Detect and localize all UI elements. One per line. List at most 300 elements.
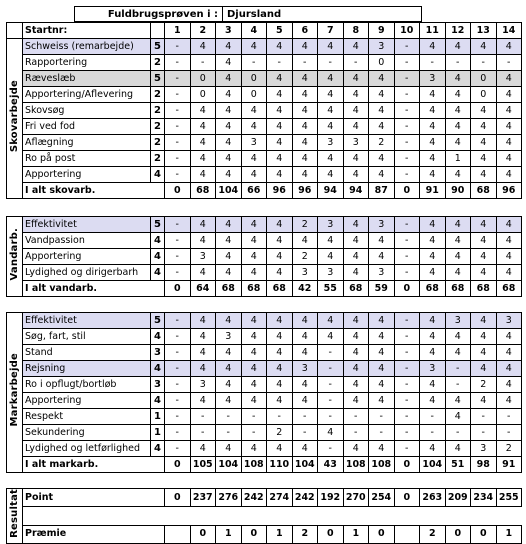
- score-cell[interactable]: -: [394, 329, 420, 345]
- score-cell[interactable]: 4: [216, 103, 242, 119]
- score-cell[interactable]: -: [394, 409, 420, 425]
- score-cell[interactable]: 4: [445, 393, 471, 409]
- score-cell[interactable]: -: [318, 441, 344, 457]
- score-cell[interactable]: 4: [343, 265, 369, 281]
- score-cell[interactable]: -: [394, 313, 420, 329]
- score-cell[interactable]: 4: [216, 39, 242, 55]
- score-cell[interactable]: 3: [369, 265, 395, 281]
- score-cell[interactable]: 3: [471, 441, 497, 457]
- score-cell[interactable]: 4: [267, 265, 293, 281]
- score-cell[interactable]: 4: [445, 71, 471, 87]
- score-cell[interactable]: 4: [267, 345, 293, 361]
- score-cell[interactable]: -: [190, 425, 216, 441]
- score-cell[interactable]: 4: [343, 217, 369, 233]
- score-cell[interactable]: 3: [318, 135, 344, 151]
- score-cell[interactable]: -: [394, 119, 420, 135]
- score-cell[interactable]: -: [471, 425, 497, 441]
- location-cell[interactable]: Djursland: [222, 6, 422, 22]
- praemie-cell[interactable]: 0: [445, 525, 471, 543]
- score-cell[interactable]: 4: [343, 103, 369, 119]
- praemie-cell[interactable]: 0: [241, 525, 267, 543]
- score-cell[interactable]: 4: [292, 87, 318, 103]
- score-cell[interactable]: 4: [318, 425, 344, 441]
- score-cell[interactable]: -: [445, 361, 471, 377]
- score-cell[interactable]: 4: [471, 329, 497, 345]
- score-cell[interactable]: -: [394, 345, 420, 361]
- score-cell[interactable]: 4: [190, 361, 216, 377]
- score-cell[interactable]: 4: [216, 345, 242, 361]
- score-cell[interactable]: 4: [318, 313, 344, 329]
- score-cell[interactable]: 4: [343, 151, 369, 167]
- score-cell[interactable]: 4: [292, 441, 318, 457]
- score-cell[interactable]: 4: [267, 393, 293, 409]
- score-cell[interactable]: 4: [190, 135, 216, 151]
- praemie-cell[interactable]: 0: [369, 525, 395, 543]
- score-cell[interactable]: 4: [190, 393, 216, 409]
- score-cell[interactable]: -: [165, 103, 191, 119]
- score-cell[interactable]: 4: [190, 233, 216, 249]
- score-cell[interactable]: 0: [471, 71, 497, 87]
- score-cell[interactable]: 4: [267, 103, 293, 119]
- score-cell[interactable]: -: [165, 393, 191, 409]
- score-cell[interactable]: 3: [318, 265, 344, 281]
- score-cell[interactable]: 4: [241, 39, 267, 55]
- praemie-cell[interactable]: 1: [343, 525, 369, 543]
- score-cell[interactable]: 4: [318, 39, 344, 55]
- score-cell[interactable]: -: [190, 55, 216, 71]
- score-cell[interactable]: -: [216, 425, 242, 441]
- score-cell[interactable]: 4: [241, 233, 267, 249]
- score-cell[interactable]: 2: [369, 135, 395, 151]
- score-cell[interactable]: 4: [216, 233, 242, 249]
- score-cell[interactable]: 4: [343, 71, 369, 87]
- score-cell[interactable]: 4: [241, 217, 267, 233]
- score-cell[interactable]: 4: [369, 71, 395, 87]
- score-cell[interactable]: 4: [471, 39, 497, 55]
- score-cell[interactable]: 4: [343, 87, 369, 103]
- score-cell[interactable]: 4: [292, 329, 318, 345]
- score-cell[interactable]: -: [394, 425, 420, 441]
- score-cell[interactable]: 4: [292, 151, 318, 167]
- score-cell[interactable]: -: [165, 425, 191, 441]
- score-cell[interactable]: 4: [471, 135, 497, 151]
- score-cell[interactable]: -: [394, 441, 420, 457]
- score-cell[interactable]: -: [165, 265, 191, 281]
- score-cell[interactable]: -: [241, 55, 267, 71]
- score-cell[interactable]: -: [394, 87, 420, 103]
- score-cell[interactable]: 4: [216, 135, 242, 151]
- score-cell[interactable]: 3: [445, 313, 471, 329]
- praemie-cell[interactable]: 2: [420, 525, 446, 543]
- score-cell[interactable]: 4: [420, 217, 446, 233]
- score-cell[interactable]: 2: [292, 217, 318, 233]
- score-cell[interactable]: 4: [241, 345, 267, 361]
- score-cell[interactable]: 4: [369, 361, 395, 377]
- score-cell[interactable]: -: [394, 151, 420, 167]
- score-cell[interactable]: 4: [445, 167, 471, 183]
- score-cell[interactable]: 4: [420, 39, 446, 55]
- score-cell[interactable]: 4: [369, 151, 395, 167]
- score-cell[interactable]: 4: [445, 217, 471, 233]
- score-cell[interactable]: 0: [241, 71, 267, 87]
- score-cell[interactable]: 4: [318, 167, 344, 183]
- score-cell[interactable]: -: [267, 55, 293, 71]
- score-cell[interactable]: -: [165, 217, 191, 233]
- score-cell[interactable]: 3: [420, 71, 446, 87]
- score-cell[interactable]: 4: [445, 103, 471, 119]
- score-cell[interactable]: 4: [190, 329, 216, 345]
- score-cell[interactable]: 4: [420, 233, 446, 249]
- score-cell[interactable]: 4: [216, 441, 242, 457]
- score-cell[interactable]: 3: [292, 361, 318, 377]
- score-cell[interactable]: 4: [496, 167, 522, 183]
- score-cell[interactable]: -: [165, 71, 191, 87]
- score-cell[interactable]: -: [241, 425, 267, 441]
- score-cell[interactable]: -: [165, 313, 191, 329]
- score-cell[interactable]: 3: [216, 329, 242, 345]
- score-cell[interactable]: 4: [369, 377, 395, 393]
- score-cell[interactable]: 4: [216, 393, 242, 409]
- score-cell[interactable]: 4: [318, 151, 344, 167]
- score-cell[interactable]: -: [165, 87, 191, 103]
- score-cell[interactable]: -: [343, 409, 369, 425]
- score-cell[interactable]: -: [394, 361, 420, 377]
- score-cell[interactable]: 3: [369, 39, 395, 55]
- score-cell[interactable]: 4: [369, 87, 395, 103]
- score-cell[interactable]: 4: [496, 249, 522, 265]
- score-cell[interactable]: 4: [369, 393, 395, 409]
- score-cell[interactable]: 4: [369, 329, 395, 345]
- score-cell[interactable]: 4: [292, 39, 318, 55]
- score-cell[interactable]: 4: [420, 377, 446, 393]
- score-cell[interactable]: 0: [471, 87, 497, 103]
- score-cell[interactable]: -: [394, 39, 420, 55]
- score-cell[interactable]: -: [165, 119, 191, 135]
- score-cell[interactable]: 4: [445, 135, 471, 151]
- score-cell[interactable]: 4: [241, 329, 267, 345]
- score-cell[interactable]: -: [165, 377, 191, 393]
- score-cell[interactable]: 4: [496, 393, 522, 409]
- score-cell[interactable]: -: [496, 409, 522, 425]
- score-cell[interactable]: -: [165, 167, 191, 183]
- score-cell[interactable]: 4: [471, 119, 497, 135]
- score-cell[interactable]: 4: [267, 87, 293, 103]
- score-cell[interactable]: 4: [292, 377, 318, 393]
- score-cell[interactable]: 4: [241, 441, 267, 457]
- score-cell[interactable]: 4: [471, 249, 497, 265]
- score-cell[interactable]: -: [165, 249, 191, 265]
- score-cell[interactable]: 4: [292, 119, 318, 135]
- score-cell[interactable]: 4: [267, 361, 293, 377]
- score-cell[interactable]: 4: [241, 361, 267, 377]
- score-cell[interactable]: 4: [471, 265, 497, 281]
- score-cell[interactable]: 4: [216, 361, 242, 377]
- score-cell[interactable]: 3: [318, 217, 344, 233]
- score-cell[interactable]: 4: [267, 313, 293, 329]
- score-cell[interactable]: 4: [190, 39, 216, 55]
- score-cell[interactable]: 4: [420, 135, 446, 151]
- score-cell[interactable]: 4: [241, 313, 267, 329]
- score-cell[interactable]: -: [394, 265, 420, 281]
- score-cell[interactable]: 4: [343, 441, 369, 457]
- score-cell[interactable]: 4: [216, 313, 242, 329]
- score-cell[interactable]: 2: [496, 441, 522, 457]
- score-cell[interactable]: -: [394, 393, 420, 409]
- score-cell[interactable]: -: [318, 361, 344, 377]
- praemie-cell[interactable]: 1: [267, 525, 293, 543]
- score-cell[interactable]: -: [394, 377, 420, 393]
- score-cell[interactable]: 4: [420, 249, 446, 265]
- score-cell[interactable]: -: [394, 103, 420, 119]
- score-cell[interactable]: 4: [241, 167, 267, 183]
- score-cell[interactable]: 3: [292, 265, 318, 281]
- praemie-cell[interactable]: 1: [216, 525, 242, 543]
- score-cell[interactable]: 4: [471, 361, 497, 377]
- score-cell[interactable]: 2: [292, 249, 318, 265]
- score-cell[interactable]: 4: [216, 151, 242, 167]
- score-cell[interactable]: -: [318, 377, 344, 393]
- praemie-cell[interactable]: [165, 525, 191, 543]
- score-cell[interactable]: -: [471, 409, 497, 425]
- score-cell[interactable]: -: [318, 409, 344, 425]
- score-cell[interactable]: -: [292, 55, 318, 71]
- score-cell[interactable]: 3: [369, 217, 395, 233]
- score-cell[interactable]: 4: [343, 233, 369, 249]
- score-cell[interactable]: 4: [445, 441, 471, 457]
- score-cell[interactable]: 4: [267, 167, 293, 183]
- score-cell[interactable]: 4: [267, 249, 293, 265]
- score-cell[interactable]: 4: [420, 313, 446, 329]
- score-cell[interactable]: 4: [267, 217, 293, 233]
- score-cell[interactable]: 4: [420, 167, 446, 183]
- score-cell[interactable]: 4: [318, 71, 344, 87]
- score-cell[interactable]: 4: [216, 217, 242, 233]
- score-cell[interactable]: -: [394, 217, 420, 233]
- score-cell[interactable]: 0: [369, 55, 395, 71]
- score-cell[interactable]: -: [343, 425, 369, 441]
- score-cell[interactable]: 4: [445, 119, 471, 135]
- score-cell[interactable]: 4: [241, 393, 267, 409]
- score-cell[interactable]: -: [420, 425, 446, 441]
- score-cell[interactable]: 4: [267, 135, 293, 151]
- score-cell[interactable]: 4: [190, 313, 216, 329]
- score-cell[interactable]: 4: [190, 119, 216, 135]
- score-cell[interactable]: 4: [292, 167, 318, 183]
- score-cell[interactable]: 2: [267, 425, 293, 441]
- score-cell[interactable]: 4: [190, 151, 216, 167]
- score-cell[interactable]: 4: [496, 71, 522, 87]
- score-cell[interactable]: 4: [267, 39, 293, 55]
- score-cell[interactable]: 4: [343, 167, 369, 183]
- score-cell[interactable]: 4: [496, 103, 522, 119]
- score-cell[interactable]: 4: [343, 313, 369, 329]
- score-cell[interactable]: 4: [471, 345, 497, 361]
- score-cell[interactable]: 0: [190, 71, 216, 87]
- score-cell[interactable]: -: [445, 55, 471, 71]
- score-cell[interactable]: 4: [496, 345, 522, 361]
- score-cell[interactable]: 4: [445, 233, 471, 249]
- score-cell[interactable]: 4: [496, 361, 522, 377]
- score-cell[interactable]: 4: [496, 377, 522, 393]
- praemie-cell[interactable]: [394, 525, 420, 543]
- score-cell[interactable]: 4: [496, 39, 522, 55]
- score-cell[interactable]: 4: [216, 55, 242, 71]
- score-cell[interactable]: 4: [190, 103, 216, 119]
- score-cell[interactable]: 4: [190, 345, 216, 361]
- score-cell[interactable]: 3: [190, 249, 216, 265]
- score-cell[interactable]: 4: [241, 103, 267, 119]
- score-cell[interactable]: 4: [369, 249, 395, 265]
- score-cell[interactable]: 2: [471, 377, 497, 393]
- score-cell[interactable]: 4: [420, 87, 446, 103]
- score-cell[interactable]: -: [165, 441, 191, 457]
- score-cell[interactable]: 4: [471, 103, 497, 119]
- score-cell[interactable]: 3: [241, 135, 267, 151]
- score-cell[interactable]: -: [165, 55, 191, 71]
- score-cell[interactable]: 4: [369, 441, 395, 457]
- score-cell[interactable]: 4: [318, 329, 344, 345]
- score-cell[interactable]: 4: [496, 87, 522, 103]
- score-cell[interactable]: 4: [369, 345, 395, 361]
- score-cell[interactable]: 4: [241, 265, 267, 281]
- score-cell[interactable]: 4: [445, 87, 471, 103]
- score-cell[interactable]: 4: [241, 249, 267, 265]
- score-cell[interactable]: -: [394, 55, 420, 71]
- score-cell[interactable]: 4: [267, 119, 293, 135]
- score-cell[interactable]: 4: [267, 441, 293, 457]
- score-cell[interactable]: 4: [369, 313, 395, 329]
- score-cell[interactable]: 4: [216, 119, 242, 135]
- score-cell[interactable]: 4: [496, 119, 522, 135]
- score-cell[interactable]: -: [241, 409, 267, 425]
- score-cell[interactable]: 4: [445, 329, 471, 345]
- score-cell[interactable]: 4: [216, 167, 242, 183]
- score-cell[interactable]: 0: [190, 87, 216, 103]
- praemie-cell[interactable]: 0: [190, 525, 216, 543]
- score-cell[interactable]: 4: [267, 329, 293, 345]
- score-cell[interactable]: 4: [420, 151, 446, 167]
- score-cell[interactable]: 4: [496, 151, 522, 167]
- score-cell[interactable]: -: [216, 409, 242, 425]
- score-cell[interactable]: 4: [369, 167, 395, 183]
- score-cell[interactable]: -: [165, 409, 191, 425]
- praemie-cell[interactable]: 2: [292, 525, 318, 543]
- score-cell[interactable]: 4: [471, 151, 497, 167]
- score-cell[interactable]: -: [394, 71, 420, 87]
- score-cell[interactable]: -: [165, 361, 191, 377]
- score-cell[interactable]: 4: [292, 393, 318, 409]
- score-cell[interactable]: -: [165, 329, 191, 345]
- score-cell[interactable]: -: [420, 409, 446, 425]
- score-cell[interactable]: -: [394, 167, 420, 183]
- score-cell[interactable]: 4: [471, 393, 497, 409]
- score-cell[interactable]: 4: [445, 409, 471, 425]
- score-cell[interactable]: -: [165, 233, 191, 249]
- score-cell[interactable]: 1: [445, 151, 471, 167]
- praemie-cell[interactable]: 0: [318, 525, 344, 543]
- score-cell[interactable]: 4: [496, 233, 522, 249]
- score-cell[interactable]: -: [292, 425, 318, 441]
- score-cell[interactable]: 4: [318, 119, 344, 135]
- score-cell[interactable]: -: [343, 55, 369, 71]
- score-cell[interactable]: 4: [190, 265, 216, 281]
- score-cell[interactable]: 4: [471, 167, 497, 183]
- score-cell[interactable]: 4: [267, 377, 293, 393]
- score-cell[interactable]: 0: [241, 87, 267, 103]
- praemie-cell[interactable]: 1: [496, 525, 522, 543]
- score-cell[interactable]: 3: [190, 377, 216, 393]
- score-cell[interactable]: 4: [216, 87, 242, 103]
- score-cell[interactable]: -: [165, 135, 191, 151]
- score-cell[interactable]: -: [496, 425, 522, 441]
- score-cell[interactable]: 4: [420, 393, 446, 409]
- score-cell[interactable]: -: [445, 425, 471, 441]
- score-cell[interactable]: -: [394, 135, 420, 151]
- score-cell[interactable]: 4: [369, 233, 395, 249]
- score-cell[interactable]: -: [165, 39, 191, 55]
- score-cell[interactable]: 4: [369, 119, 395, 135]
- score-cell[interactable]: 4: [190, 217, 216, 233]
- score-cell[interactable]: -: [394, 233, 420, 249]
- score-cell[interactable]: -: [292, 409, 318, 425]
- score-cell[interactable]: 4: [292, 71, 318, 87]
- score-cell[interactable]: 4: [216, 71, 242, 87]
- score-cell[interactable]: 4: [496, 135, 522, 151]
- score-cell[interactable]: 4: [496, 217, 522, 233]
- score-cell[interactable]: 3: [420, 361, 446, 377]
- score-cell[interactable]: 3: [496, 313, 522, 329]
- score-cell[interactable]: 4: [445, 345, 471, 361]
- score-cell[interactable]: 4: [496, 265, 522, 281]
- score-cell[interactable]: 4: [318, 233, 344, 249]
- score-cell[interactable]: 4: [420, 345, 446, 361]
- score-cell[interactable]: 4: [420, 119, 446, 135]
- score-cell[interactable]: 4: [190, 167, 216, 183]
- score-cell[interactable]: 4: [292, 103, 318, 119]
- score-cell[interactable]: 4: [343, 249, 369, 265]
- score-cell[interactable]: 4: [420, 103, 446, 119]
- score-cell[interactable]: 4: [343, 361, 369, 377]
- score-cell[interactable]: 4: [445, 265, 471, 281]
- score-cell[interactable]: 4: [420, 441, 446, 457]
- score-cell[interactable]: -: [190, 409, 216, 425]
- score-cell[interactable]: -: [318, 345, 344, 361]
- score-cell[interactable]: 4: [318, 103, 344, 119]
- score-cell[interactable]: 4: [445, 249, 471, 265]
- score-cell[interactable]: -: [369, 409, 395, 425]
- score-cell[interactable]: 4: [471, 217, 497, 233]
- score-cell[interactable]: 4: [420, 329, 446, 345]
- score-cell[interactable]: 4: [496, 329, 522, 345]
- score-cell[interactable]: 3: [343, 135, 369, 151]
- score-cell[interactable]: -: [318, 393, 344, 409]
- score-cell[interactable]: 4: [318, 249, 344, 265]
- score-cell[interactable]: 4: [343, 393, 369, 409]
- score-cell[interactable]: 4: [343, 39, 369, 55]
- score-cell[interactable]: -: [420, 55, 446, 71]
- score-cell[interactable]: 4: [343, 119, 369, 135]
- score-cell[interactable]: 4: [241, 119, 267, 135]
- score-cell[interactable]: 4: [343, 377, 369, 393]
- score-cell[interactable]: -: [496, 55, 522, 71]
- score-cell[interactable]: -: [369, 425, 395, 441]
- score-cell[interactable]: 4: [343, 345, 369, 361]
- score-cell[interactable]: 4: [292, 345, 318, 361]
- score-cell[interactable]: -: [165, 345, 191, 361]
- praemie-cell[interactable]: 0: [471, 525, 497, 543]
- score-cell[interactable]: -: [394, 249, 420, 265]
- score-cell[interactable]: 4: [216, 265, 242, 281]
